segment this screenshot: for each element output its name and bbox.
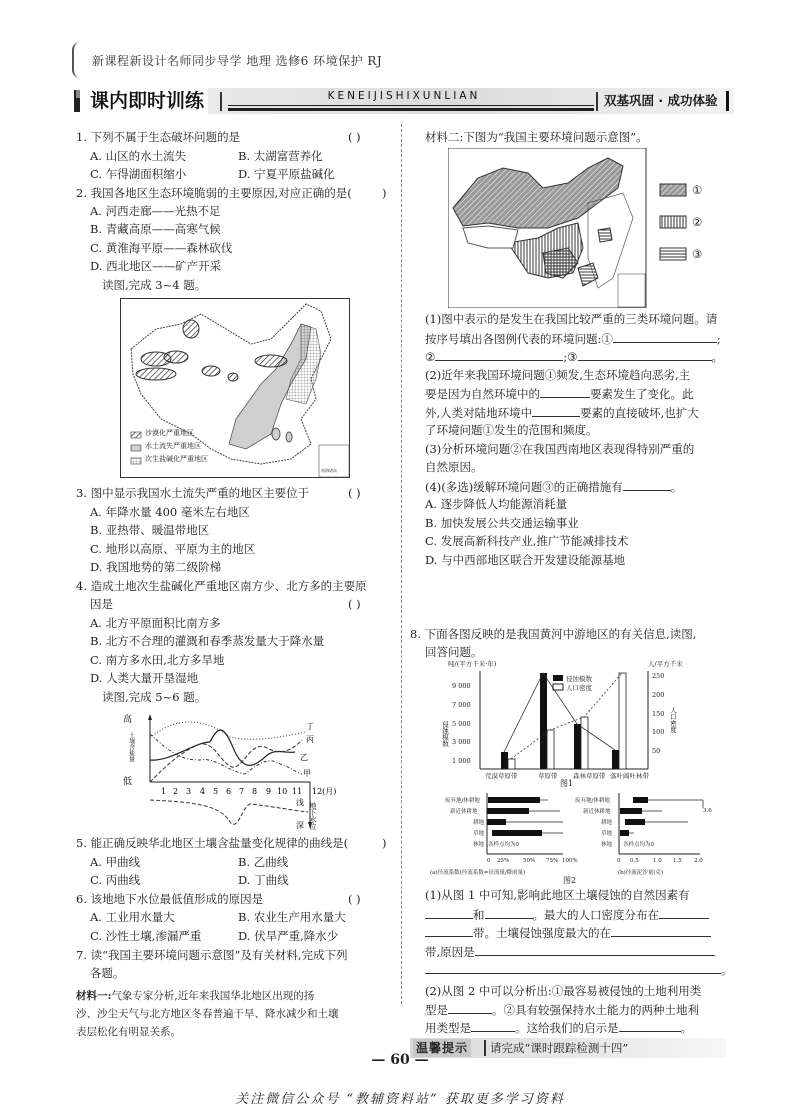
answer-blank-reason[interactable]: [475, 942, 715, 956]
option-b: B. 加快发展公共交通运输事业: [425, 516, 579, 530]
answer-paren[interactable]: ( ): [348, 130, 361, 144]
svg-text:深: 深: [296, 821, 304, 830]
text: 。②具有较强保持水土能力的两种土地利: [492, 1003, 699, 1017]
part-3-line-2: 自然原因。: [425, 460, 483, 474]
svg-text:3: 3: [186, 787, 192, 796]
option-a: A. 河西走廊——光热不足: [90, 204, 221, 218]
svg-text:(a)径流系数(径流系数=径流量/降雨量): (a)径流系数(径流系数=径流量/降雨量): [430, 870, 526, 876]
label-2: ②: [425, 350, 436, 364]
option-d: D. 我国地势的第二级阶梯: [90, 560, 222, 574]
material-1-line-3: 表层松化有明显关系。: [76, 1026, 181, 1038]
question-stem: 6. 该地地下水位最低值形成的原因是: [76, 892, 264, 906]
svg-text:1.5: 1.5: [673, 858, 682, 864]
svg-text:3.6: 3.6: [703, 808, 712, 814]
answer-paren[interactable]: ( ): [348, 597, 361, 611]
svg-text:荒漠草原带: 荒漠草原带: [485, 772, 518, 780]
svg-text:丁: 丁: [306, 722, 314, 731]
banner-rule: [228, 105, 594, 106]
material-1-line-2: 沙、沙尘天气与北方地区冬春普遍干旱、降水减少和土壤: [76, 1008, 339, 1020]
text: 型是: [425, 1003, 448, 1017]
text: (4)(多选)缓解环境问题③的正确措施有: [425, 480, 623, 494]
svg-text:0.5: 0.5: [630, 858, 639, 864]
svg-text:50%: 50%: [523, 858, 536, 864]
part-1-line-4: [425, 942, 715, 961]
text: 要素的直接破坏,也扩大: [580, 406, 699, 420]
column-divider: [401, 124, 402, 1004]
answer-blank-element-2[interactable]: [532, 403, 580, 417]
punct: 。: [711, 350, 723, 364]
svg-text:250: 250: [652, 672, 665, 680]
legend-1: ①: [692, 183, 703, 197]
option-d: D. 人类大量开垦湿地: [90, 671, 199, 685]
option-b: B. 青藏高原——高寒气候: [90, 222, 221, 236]
part-3-line-1: (3)分析环境问题②在我国西南地区表现得特别严重的: [425, 442, 695, 456]
instruction: 读图,完成 3~4 题。: [102, 278, 207, 292]
part-2-line-2: [425, 384, 694, 403]
option-c: C. 南方多水田,北方多旱地: [90, 653, 225, 667]
answer-paren[interactable]: ): [382, 186, 387, 200]
svg-text:耕地: 耕地: [473, 820, 485, 826]
banner-rule-thick: [228, 108, 594, 111]
legend-desertification: 沙漠化严重地区: [145, 429, 194, 437]
option-c: C. 乍得湖面积缩小: [90, 167, 187, 181]
part-2-line-3: [425, 1018, 692, 1037]
tip-text: 请完成“课时跟踪检测十四”: [490, 1041, 629, 1055]
map-graphic: [121, 299, 351, 479]
svg-text:土壤含盐量: 土壤含盐量: [127, 732, 135, 762]
material-1-text: 气象专家分析,近年来我国华北地区出现的扬: [111, 990, 315, 1002]
bar-chart-graphic: [440, 657, 710, 787]
question-stem: 2. 我国各地区生态环境脆弱的主要原因,对应正确的是(: [76, 186, 352, 200]
svg-text:5: 5: [213, 787, 219, 796]
svg-text:50: 50: [652, 747, 661, 755]
part-1-line-2: [425, 905, 709, 924]
svg-text:2.0: 2.0: [694, 858, 703, 864]
option-b: B. 北方不合理的灌溉和春季蒸发量大于降水量: [90, 634, 325, 648]
banner-title: 课内即时训练: [86, 88, 208, 114]
legend-soil-erosion: 水土流失严重地区: [145, 442, 201, 450]
tip-label: 温馨提示: [413, 1039, 471, 1057]
option-c: C. 地形以高原、平原为主的地区: [90, 542, 256, 556]
option-a: A. 北方平原面积比南方多: [90, 616, 221, 630]
option-c: C. 黄淮海平原——森林砍伐: [90, 241, 233, 255]
option-b: B. 农业生产用水量大: [238, 910, 346, 924]
svg-text:浅: 浅: [296, 798, 304, 807]
svg-text:12(月): 12(月): [312, 787, 337, 796]
answer-blank-reason-cont[interactable]: [425, 960, 721, 974]
svg-text:7: 7: [239, 787, 245, 796]
part-1-text: 按序号填出各图例代表的环境问题:①: [425, 332, 613, 346]
answer-blank-insight[interactable]: [619, 1018, 681, 1032]
question-stem: 4. 造成土地次生盐碱化严重地区南方少、北方多的主要原: [76, 579, 367, 593]
banner-subtitle: 双基巩固 · 成功体验: [604, 93, 718, 108]
page-brace: [72, 42, 82, 78]
part-4-line-1: [425, 477, 682, 496]
question-stem: 7. 读“我国主要环境问题示意图”及有关材料,完成下列: [76, 948, 348, 962]
svg-text:2: 2: [173, 787, 179, 796]
page-number: — 60 —: [371, 1052, 429, 1068]
answer-blank-density[interactable]: [659, 905, 709, 919]
answer-paren[interactable]: ): [382, 836, 387, 850]
section-banner: [74, 88, 734, 114]
svg-text:新近休耕地: 新近休耕地: [450, 809, 478, 815]
option-b: B. 太湖富营养化: [238, 149, 323, 163]
text: 外,人类对陆地环境中: [425, 406, 533, 420]
option-d: D. 宁夏平原盐碱化: [238, 167, 335, 181]
option-a: A. 甲曲线: [90, 855, 141, 869]
punct: 。: [670, 480, 683, 494]
punct: 。: [680, 1021, 692, 1035]
svg-text:丙: 丙: [306, 735, 314, 744]
svg-text:林地: 林地: [473, 842, 485, 848]
svg-text:150: 150: [652, 710, 665, 718]
banner-end-bar: [726, 91, 729, 111]
svg-text:6: 6: [226, 787, 232, 796]
part-2-line-3: [425, 403, 699, 422]
option-c: C. 沙性土壤,渗漏严重: [90, 929, 202, 943]
question-stem: 1. 下列不属于生态破坏问题的是: [76, 130, 241, 144]
svg-text:废弃地/休耕地: 废弃地/休耕地: [445, 798, 480, 804]
option-d: D. 与中西部地区联合开发建设能源基地: [425, 553, 626, 567]
part-2-line-1: (2)近年来我国环境问题①频发,生态环境趋向恶劣,主: [425, 368, 691, 382]
option-a: A. 工业用水量大: [90, 910, 175, 924]
svg-text:各样点均为0: 各样点均为0: [623, 842, 654, 848]
answer-blank-3[interactable]: [578, 347, 712, 361]
option-d: D. 西北地区——矿产开采: [90, 259, 222, 273]
svg-text:侵蚀模数: 侵蚀模数: [566, 675, 592, 683]
material-1-label: 材料一:: [76, 990, 112, 1002]
running-head: 新课程新设计名师同步导学 地理 选修6 环境保护 RJ: [92, 54, 383, 68]
answer-blank-element[interactable]: [540, 384, 590, 398]
svg-text:1.0: 1.0: [653, 858, 662, 864]
svg-text:乙: 乙: [300, 753, 308, 762]
option-a: A. 山区的水土流失: [90, 149, 187, 163]
tip-separator: [484, 1040, 486, 1056]
svg-text:低: 低: [123, 777, 133, 787]
figure-1-caption: 图1: [560, 779, 574, 788]
text: 用类型是: [425, 1021, 471, 1035]
svg-text:25%: 25%: [497, 858, 510, 864]
option-c: C. 发展高新科技产业,推广节能减排技术: [425, 534, 629, 548]
answer-blank-land-type[interactable]: [448, 1000, 492, 1014]
question-stem-cont: 回答问题。: [425, 645, 483, 659]
legend-salinization: 次生盐碱化严重地区: [145, 455, 208, 463]
svg-text:高: 高: [123, 715, 133, 725]
answer-blank-erosion[interactable]: [611, 923, 711, 937]
answer-paren[interactable]: ( ): [348, 486, 361, 500]
punct: 。: [721, 963, 733, 977]
figure-2-charts: [420, 788, 740, 878]
svg-text:吨/(平方千米·年): 吨/(平方千米·年): [448, 660, 497, 668]
banner-mark-accent: [76, 90, 80, 98]
svg-text:5 000: 5 000: [452, 720, 471, 728]
svg-text:地下水位: 地下水位: [309, 802, 317, 830]
answer-blank-2[interactable]: [435, 347, 563, 361]
answer-blank-measures[interactable]: [623, 477, 671, 491]
china-map-env-problems: [448, 148, 718, 308]
option-a: A. 年降水量 400 毫米左右地区: [90, 505, 250, 519]
legend-2: ②: [692, 215, 703, 229]
svg-text:草原带: 草原带: [538, 772, 558, 780]
part-1-line-5: [425, 960, 733, 979]
svg-text:100%: 100%: [562, 858, 578, 864]
svg-text:各样点均为0: 各样点均为0: [488, 842, 519, 848]
answer-paren[interactable]: ( ): [348, 892, 361, 906]
svg-text:人口密度: 人口密度: [566, 684, 592, 692]
answer-blank-factor-2[interactable]: [485, 905, 533, 919]
svg-text:75%: 75%: [546, 858, 559, 864]
text: 。最大的人口密度分布在: [532, 908, 659, 922]
question-stem-cont: 各题。: [90, 966, 125, 980]
text: 要素发生了变化。此: [590, 387, 694, 401]
svg-text:3 000: 3 000: [452, 738, 471, 746]
svg-text:林地: 林地: [601, 842, 613, 848]
svg-text:废弃地/休耕地: 废弃地/休耕地: [575, 798, 610, 804]
svg-text:200: 200: [652, 691, 665, 699]
horizontal-bar-graphic: [420, 788, 740, 878]
svg-text:落叶阔叶林带: 落叶阔叶林带: [610, 772, 649, 780]
banner-divider: [220, 92, 222, 111]
legend-3: ③: [692, 247, 703, 261]
question-stem: 5. 能正确反映华北地区土壤含盐量变化规律的曲线是(: [76, 836, 349, 850]
line-chart-graphic: [120, 712, 350, 830]
answer-blank-factor-1[interactable]: [425, 905, 473, 919]
part-2-line-2: [425, 1000, 699, 1019]
text: 和: [473, 908, 485, 922]
svg-text:人口密度: 人口密度: [669, 707, 677, 733]
svg-text:人/平方千米: 人/平方千米: [648, 660, 683, 668]
svg-text:4: 4: [200, 787, 206, 796]
figure-2-caption: 图2: [563, 876, 577, 885]
svg-text:11: 11: [292, 787, 303, 796]
part-1-line-2: [425, 329, 721, 348]
svg-text:侵蚀模数: 侵蚀模数: [441, 721, 449, 747]
svg-text:1 000: 1 000: [452, 757, 471, 765]
answer-blank-1[interactable]: [613, 329, 717, 343]
footer-note: 关注微信公众号 “教辅资料站” 获取更多学习资料: [235, 1092, 565, 1107]
svg-text:1: 1: [161, 787, 167, 796]
svg-text:0: 0: [487, 858, 491, 864]
punct: ;: [716, 332, 721, 346]
svg-text:(b)径流泥沙量(克): (b)径流泥沙量(克): [618, 870, 664, 876]
instruction: 读图,完成 5~6 题。: [102, 690, 207, 704]
material-1: [76, 987, 314, 1005]
banner-latin: KENEIJISHIXUNLIAN: [327, 90, 481, 102]
svg-text:9: 9: [266, 787, 272, 796]
part-1-line-3: [425, 923, 711, 942]
option-d: D. 丁曲线: [238, 873, 289, 887]
label-3: ;③: [563, 350, 578, 364]
part-1-line-1: (1)图中表示的是发生在我国比较严重的三类环境问题。请: [425, 312, 718, 326]
svg-text:10: 10: [277, 787, 288, 796]
map-graphic: [448, 148, 718, 308]
tip-box: [410, 1038, 726, 1058]
text: 。这给我们的启示是: [515, 1021, 619, 1035]
option-c: C. 丙曲线: [90, 873, 141, 887]
option-b: B. 乙曲线: [238, 855, 289, 869]
svg-text:0: 0: [617, 858, 621, 864]
material-2: 材料二:下图为“我国主要环境问题示意图”。: [425, 130, 648, 144]
part-1-line-3: [425, 347, 723, 366]
option-a: A. 逐步降低人均能源消耗量: [425, 497, 568, 511]
svg-text:耕地: 耕地: [601, 820, 613, 826]
svg-text:森林草原带: 森林草原带: [573, 772, 606, 780]
text: 带,原因是: [425, 945, 475, 959]
svg-text:9 000: 9 000: [452, 682, 471, 690]
question-stem: 8. 下面各图反映的是我国黄河中游地区的有关信息,读图,: [410, 627, 697, 641]
text: 要是因为自然环境中的: [425, 387, 540, 401]
svg-text:草地: 草地: [601, 831, 613, 837]
inset-label: 南海诸岛: [321, 468, 337, 473]
svg-text:草地: 草地: [473, 831, 485, 837]
banner-divider: [596, 92, 598, 111]
question-stem: 3. 图中显示我国水土流失严重的地区主要位于: [76, 486, 310, 500]
text: 带。土壤侵蚀强度最大的在: [473, 926, 611, 940]
china-map-degradation: [120, 298, 350, 478]
part-2-line-1: (2)从图 2 中可以分析出:①最容易被侵蚀的土地利用类: [425, 984, 702, 998]
option-b: B. 亚热带、暖温带地区: [90, 523, 210, 537]
svg-text:甲: 甲: [303, 769, 311, 778]
answer-blank-density-cont[interactable]: [425, 923, 473, 937]
part-2-line-4: 了环境问题①发生的范围和频度。: [425, 423, 598, 437]
answer-blank-two-types[interactable]: [471, 1018, 515, 1032]
salt-watertable-chart: [120, 712, 350, 830]
svg-text:100: 100: [652, 728, 665, 736]
svg-text:7 000: 7 000: [452, 701, 471, 709]
part-1-line-1: (1)从图 1 中可知,影响此地区土壤侵蚀的自然因素有: [425, 888, 690, 902]
svg-text:新近休耕地: 新近休耕地: [583, 809, 611, 815]
svg-text:8: 8: [252, 787, 258, 796]
option-d: D. 伏旱严重,降水少: [238, 929, 339, 943]
figure-1-chart: [440, 657, 710, 787]
question-stem-cont: 因是: [90, 597, 113, 611]
